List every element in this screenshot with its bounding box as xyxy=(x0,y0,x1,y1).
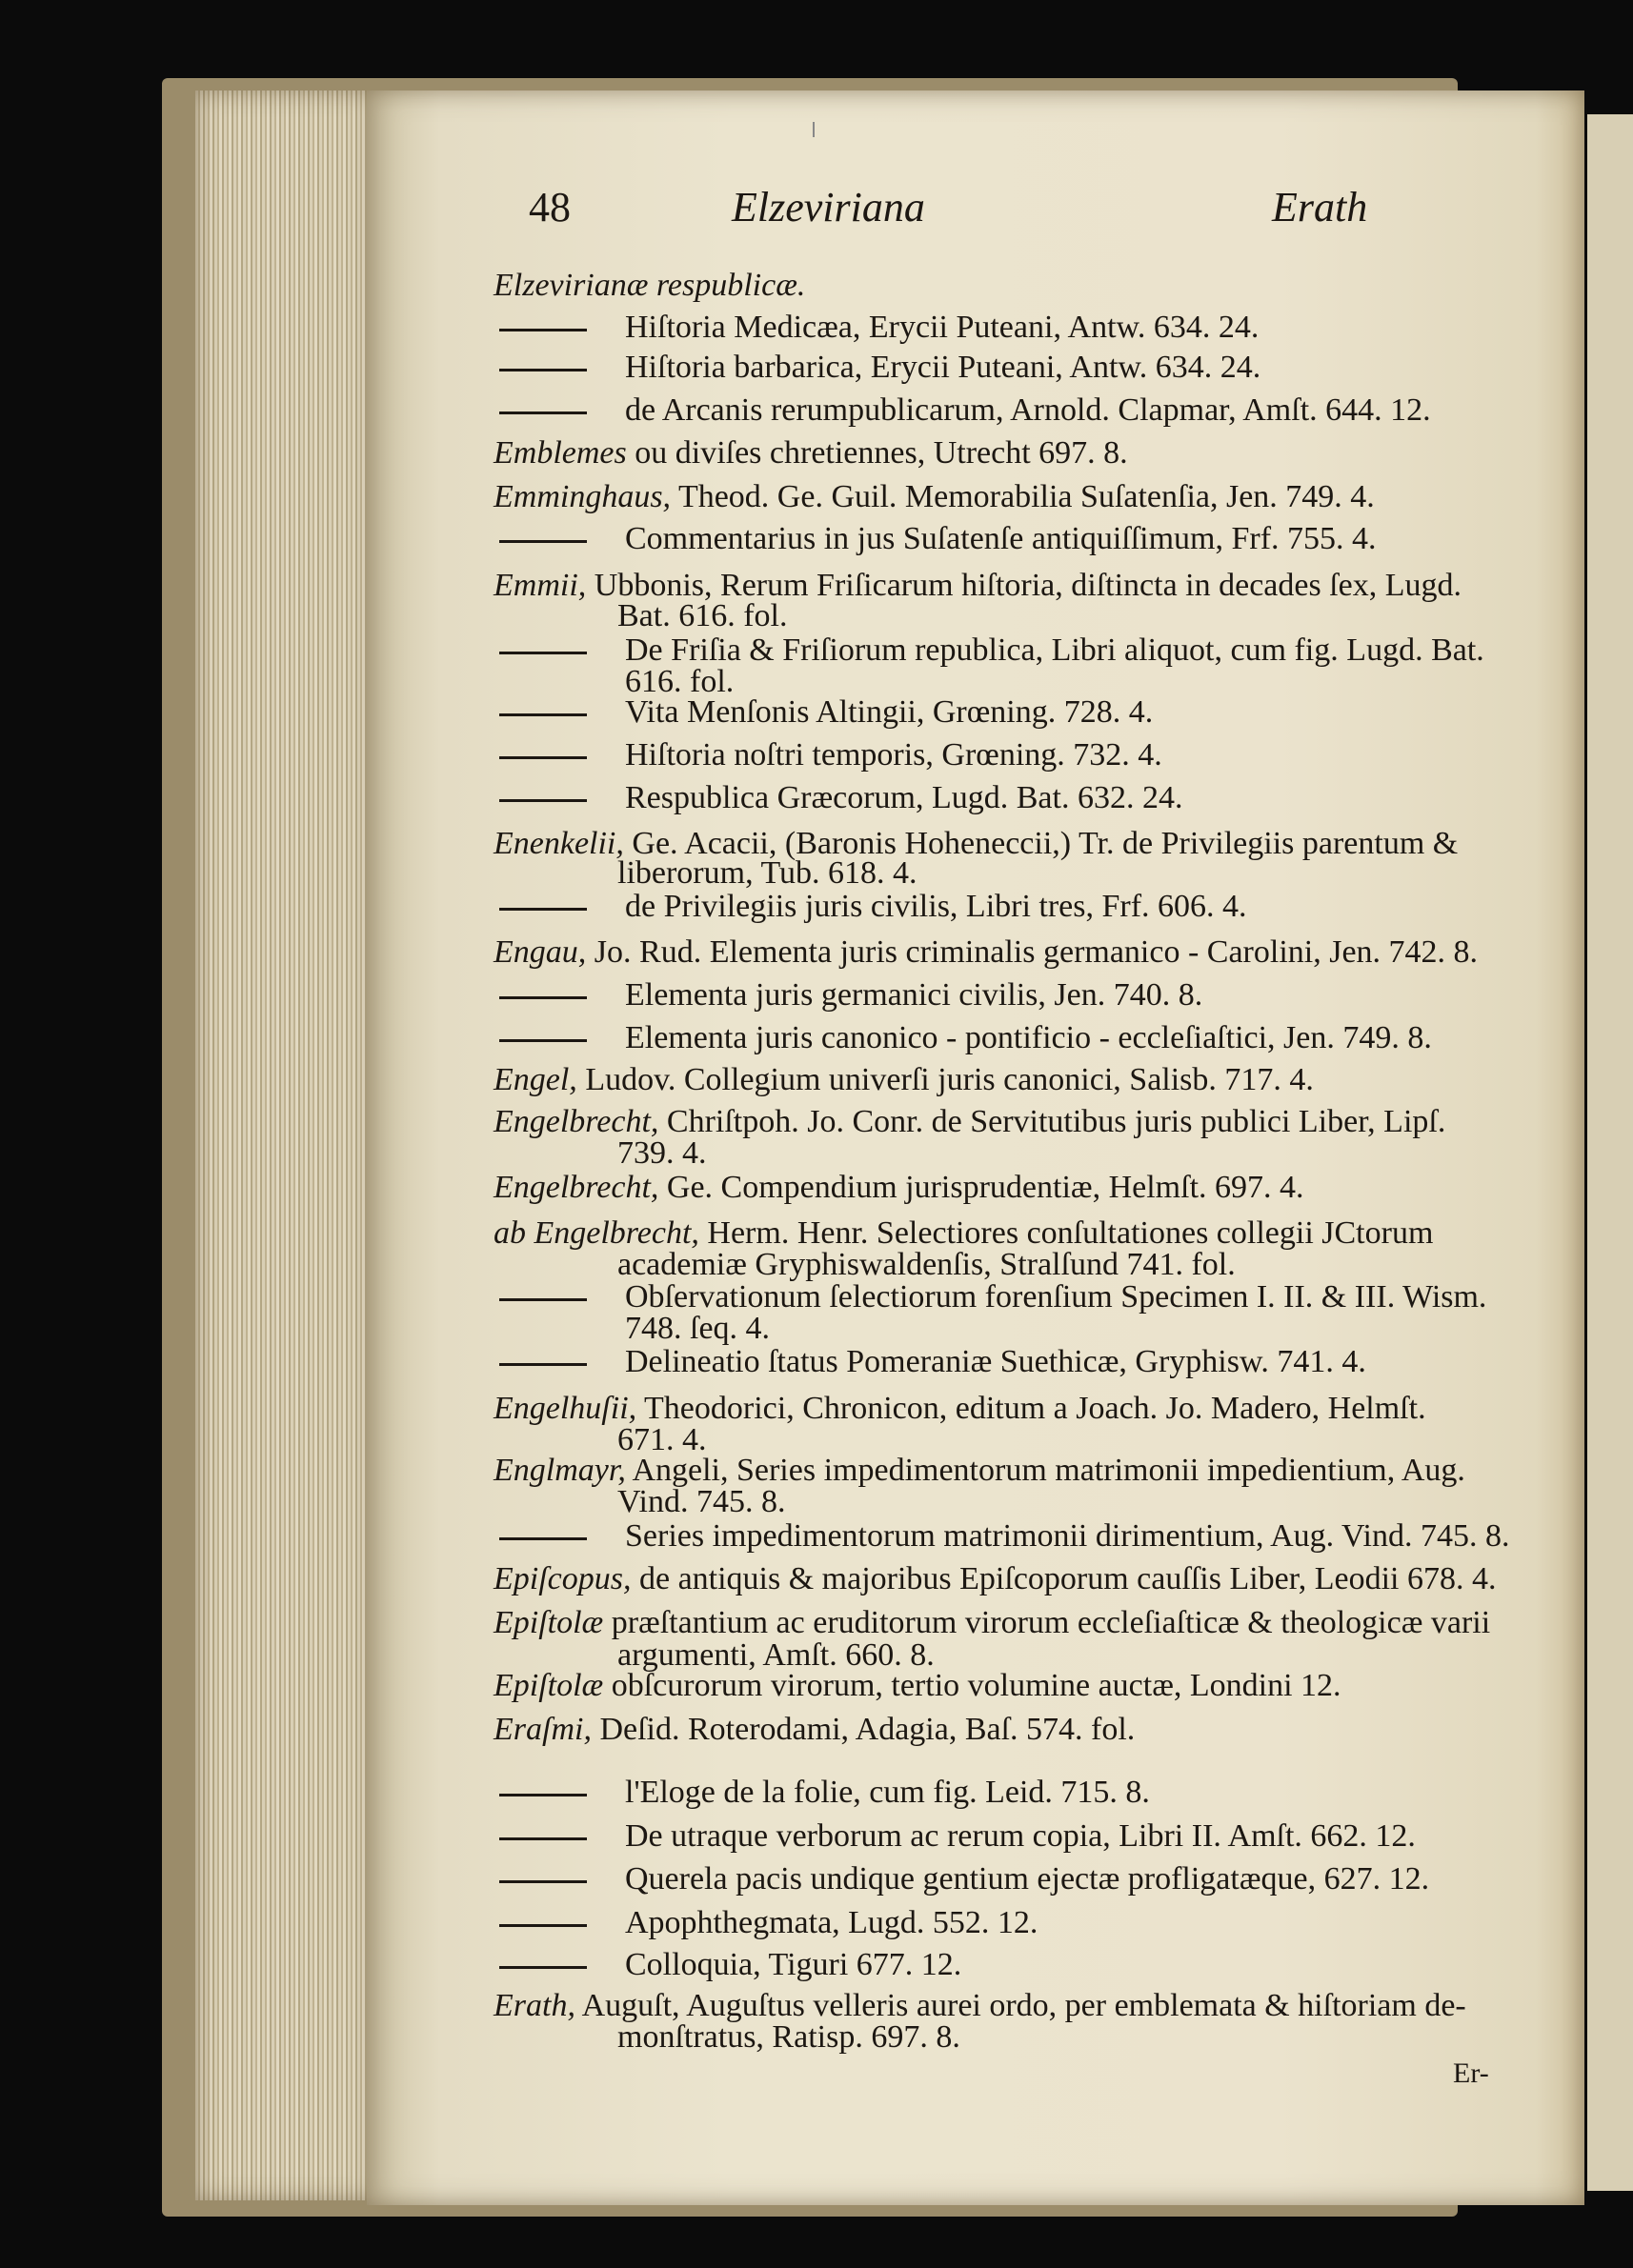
entry-text: præſtantium ac eruditorum virorum eccleſiaſticæ & theologicæ varii xyxy=(603,1605,1491,1640)
entry-line xyxy=(494,1713,1135,1747)
ditto-dash xyxy=(499,1363,587,1366)
entry-continuation: liberorum, Tub. 618. 4. xyxy=(617,855,917,891)
entry-line xyxy=(494,935,1478,970)
running-title: Elzeviriana xyxy=(732,184,925,231)
entry-line xyxy=(494,1669,1341,1703)
entry-text: De utraque verborum ac rerum copia, Libri II. Amſt. 662. 12. xyxy=(625,1818,1416,1854)
entry-continuation: Bat. 616. fol. xyxy=(617,598,788,633)
entry-continuation: Vind. 745. 8. xyxy=(617,1484,786,1519)
entry-line xyxy=(499,1519,1509,1554)
entry-headword: Epiſtolæ xyxy=(494,1668,604,1703)
entry-headword: Eraſmi, xyxy=(494,1712,592,1747)
entry-continuation: argumenti, Amſt. 660. 8. xyxy=(617,1637,935,1673)
entry-text: Ludov. Collegium univerſi juris canonici, Salisb. 717. 4. xyxy=(576,1062,1314,1097)
entry-line xyxy=(499,1776,1150,1810)
entry-headword: Emminghaus, xyxy=(494,479,672,514)
entry-text: Vita Menſonis Altingii, Grœning. 728. 4. xyxy=(625,694,1154,730)
entry-text: Auguſt, Auguſtus velleris aurei ordo, per emblemata & hiſtoriam de- xyxy=(575,1988,1466,2023)
entry-headword: Engelbrecht, xyxy=(494,1104,659,1139)
entry-text: de Arcanis rerumpublicarum, Arnold. Clapmar, Amſt. 644. 12. xyxy=(625,392,1431,428)
entry-text: Deſid. Roterodami, Adagia, Baſ. 574. fol. xyxy=(591,1712,1136,1747)
ditto-dash xyxy=(499,1924,587,1927)
entry-text: Delineatio ſtatus Pomeraniæ Suethicæ, Gryphisw. 741. 4. xyxy=(625,1344,1366,1379)
entry-line xyxy=(499,1345,1366,1379)
ditto-dash xyxy=(499,799,587,802)
entry-text: Angeli, Series impedimentorum matrimonii impedientium, Aug. xyxy=(625,1453,1465,1488)
entry-text: obſcurorum virorum, tertio volumine auctæ, Londini 12. xyxy=(603,1668,1341,1703)
entry-line xyxy=(494,1105,1445,1139)
entry-text: Ge. Compendium jurisprudentiæ, Helmſt. 697. 4. xyxy=(658,1170,1304,1205)
entry-line xyxy=(499,1819,1416,1854)
entry-headword: Emmii, xyxy=(494,568,587,603)
entry-text: Ge. Acacii, (Baronis Hoheneccii,) Tr. de Privilegiis parentum & xyxy=(623,826,1459,861)
catchword: Er- xyxy=(1453,2057,1489,2089)
entry-line xyxy=(499,1021,1432,1055)
ditto-dash xyxy=(499,908,587,911)
entry-continuation: monſtratus, Ratisp. 697. 8. xyxy=(617,2019,960,2055)
entry-line xyxy=(494,1063,1314,1097)
entry-line xyxy=(494,1454,1465,1488)
entry-line xyxy=(499,311,1259,345)
ditto-dash xyxy=(499,1880,587,1883)
entry-text: De Friſia & Friſiorum republica, Libri aliquot, cum fig. Lugd. Bat. xyxy=(625,632,1484,668)
ditto-dash xyxy=(499,652,587,654)
entry-continuation: 748. ſeq. 4. xyxy=(625,1311,771,1346)
entry-headword: ab Engelbrecht, xyxy=(494,1215,699,1251)
entry-line xyxy=(499,1906,1038,1940)
entry-headword: Englmayr, xyxy=(494,1453,626,1488)
entry-continuation: academiæ Gryphiswaldenſis, Stralſund 741. fol. xyxy=(617,1247,1236,1282)
ditto-dash xyxy=(499,1794,587,1796)
entry-text: Theodorici, Chronicon, editum a Joach. Jo. Madero, Helmſt. xyxy=(636,1391,1426,1426)
entry-text: Series impedimentorum matrimonii dirimentium, Aug. Vind. 745. 8. xyxy=(625,1518,1510,1554)
entry-headword: Erath, xyxy=(494,1988,575,2023)
entry-line xyxy=(499,978,1202,1013)
entry-text: Querela pacis undique gentium ejectæ profligatæque, 627. 12. xyxy=(625,1861,1430,1897)
entry-line xyxy=(499,351,1260,385)
entry-line xyxy=(494,480,1375,514)
ditto-dash xyxy=(499,1966,587,1969)
ditto-dash xyxy=(499,1298,587,1301)
entry-line xyxy=(499,1862,1429,1897)
entry-headword: Elzevirianæ respublicæ. xyxy=(494,268,806,303)
entry-text: Hiſtoria noſtri temporis, Grœning. 732. 4. xyxy=(625,737,1162,773)
entry-text: Obſervationum ſelectiorum forenſium Specimen I. II. & III. Wism. xyxy=(625,1279,1487,1315)
entry-text: Chriſtpoh. Jo. Conr. de Servitutibus juris publici Liber, Lipſ. xyxy=(658,1104,1446,1139)
entry-text: Respublica Græcorum, Lugd. Bat. 632. 24. xyxy=(625,780,1183,815)
ditto-dash xyxy=(499,996,587,999)
ditto-dash xyxy=(499,540,587,543)
ditto-dash xyxy=(499,411,587,414)
entry-continuation: 671. 4. xyxy=(617,1422,707,1457)
entry-line xyxy=(499,1948,961,1982)
entry-line xyxy=(499,1280,1486,1315)
pencil-mark xyxy=(813,122,815,137)
entry-text: Colloquia, Tiguri 677. 12. xyxy=(625,1947,962,1982)
entry-line xyxy=(494,1989,1466,2023)
entry-text: Commentarius in jus Suſatenſe antiquiſſimum, Frf. 755. 4. xyxy=(625,521,1377,556)
ditto-dash xyxy=(499,329,587,331)
entry-continuation: 616. fol. xyxy=(625,664,735,699)
entry-headword: Enenkelii, xyxy=(494,826,624,861)
entry-text: Hiſtoria Medicæa, Erycii Puteani, Antw. 634. 24. xyxy=(625,310,1260,345)
entry-text: Apophthegmata, Lugd. 552. 12. xyxy=(625,1905,1038,1940)
entry-headword: Emblemes xyxy=(494,435,627,471)
entry-line xyxy=(499,890,1247,924)
entry-text: Elementa juris canonico - pontificio - eccleſiaſtici, Jen. 749. 8. xyxy=(625,1020,1432,1055)
entry-line xyxy=(494,1562,1496,1596)
entry-line xyxy=(494,269,805,303)
entry-line xyxy=(494,1606,1490,1640)
ditto-dash xyxy=(499,369,587,371)
entry-text: Hiſtoria barbarica, Erycii Puteani, Antw. 634. 24. xyxy=(625,350,1261,385)
entry-line xyxy=(499,781,1182,815)
entry-text: Jo. Rud. Elementa juris criminalis germanico - Carolini, Jen. 742. 8. xyxy=(586,934,1479,970)
entry-line xyxy=(499,633,1484,668)
entry-line xyxy=(494,1392,1426,1426)
entry-line xyxy=(494,436,1128,471)
entry-headword: Epiſtolæ xyxy=(494,1605,604,1640)
entry-headword: Engel, xyxy=(494,1062,577,1097)
entry-text: Elementa juris germanici civilis, Jen. 740. 8. xyxy=(625,977,1203,1013)
ditto-dash xyxy=(499,1537,587,1540)
entry-line xyxy=(494,1216,1433,1251)
ditto-dash xyxy=(499,756,587,759)
entry-text: Theod. Ge. Guil. Memorabilia Suſatenſia, Jen. 749. 4. xyxy=(671,479,1375,514)
entry-text: Ubbonis, Rerum Friſicarum hiſtoria, diſtincta in decades ſex, Lugd. xyxy=(586,568,1462,603)
entry-headword: Engelhuſii, xyxy=(494,1391,637,1426)
entry-text: ou diviſes chretiennes, Utrecht 697. 8. xyxy=(626,435,1128,471)
entry-headword: Engau, xyxy=(494,934,587,970)
entry-headword: Epiſcopus, xyxy=(494,1561,632,1596)
entry-continuation: 739. 4. xyxy=(617,1135,707,1171)
ditto-dash xyxy=(499,1837,587,1840)
ditto-dash xyxy=(499,1039,587,1042)
ditto-dash xyxy=(499,713,587,716)
entry-text: l'Eloge de la folie, cum fig. Leid. 715. 8. xyxy=(625,1775,1150,1810)
page-number: 48 xyxy=(529,184,571,231)
entry-line xyxy=(499,695,1153,730)
entry-text: de antiquis & majoribus Epiſcoporum cauſſis Liber, Leodii 678. 4. xyxy=(631,1561,1497,1596)
entry-text: de Privilegiis juris civilis, Libri tres, Frf. 606. 4. xyxy=(625,889,1247,924)
entry-line xyxy=(494,1171,1304,1205)
header-catchword: Erath xyxy=(1272,184,1368,231)
entry-text: Herm. Henr. Selectiores conſultationes collegii JCtorum xyxy=(698,1215,1434,1251)
entry-line xyxy=(499,738,1162,773)
entry-line xyxy=(499,522,1377,556)
entry-line xyxy=(499,393,1431,428)
entry-headword: Engelbrecht, xyxy=(494,1170,659,1205)
